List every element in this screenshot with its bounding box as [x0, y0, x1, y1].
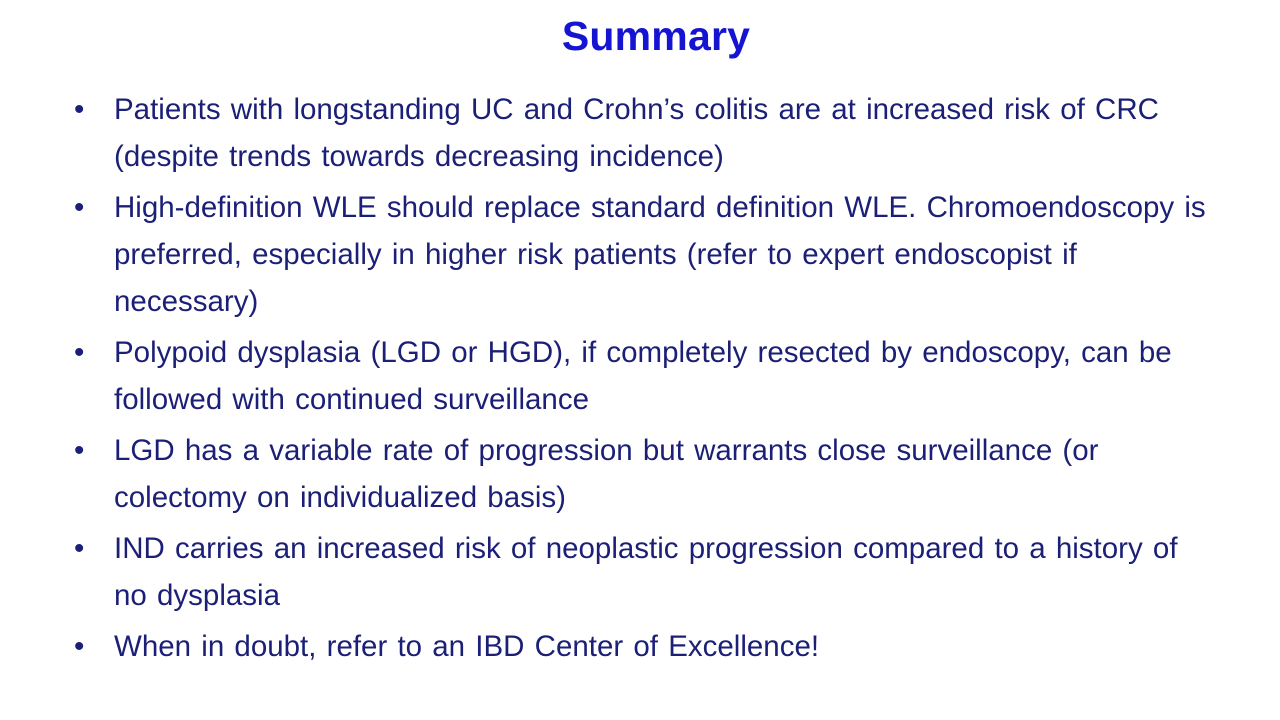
bullet-item: [74, 86, 1214, 180]
bullet-marker: •: [74, 434, 85, 467]
bullet-item: [74, 427, 1214, 521]
bullet-text: When in doubt, refer to an IBD Center of Excellence!: [114, 630, 820, 663]
bullet-item: [74, 329, 1214, 423]
bullet-text: LGD has a variable rate of progression but warrants close surveillance (or colectomy on individualized basis): [114, 434, 1099, 514]
bullet-text: IND carries an increased risk of neoplastic progression compared to a history of no dysplasia: [114, 532, 1178, 612]
bullet-marker: •: [74, 630, 85, 663]
bullet-item: [74, 184, 1214, 325]
bullet-list: [74, 86, 1214, 674]
bullet-text: Polypoid dysplasia (LGD or HGD), if completely resected by endoscopy, can be followed with continued surveillance: [114, 336, 1172, 416]
slide-title: Summary: [561, 13, 751, 59]
bullet-marker: •: [74, 336, 85, 369]
bullet-text: Patients with longstanding UC and Crohn’s colitis are at increased risk of CRC (despite trends towards decreasing incidence): [114, 93, 1159, 173]
bullet-text: High-definition WLE should replace standard definition WLE. Chromoendoscopy is preferred, especially in higher risk patients (refer to expert endoscopist if necessary): [114, 191, 1206, 318]
bullet-item: [74, 623, 1214, 670]
bullet-marker: •: [74, 93, 85, 126]
bullet-marker: •: [74, 191, 85, 224]
bullet-item: [74, 525, 1214, 619]
bullet-marker: •: [74, 532, 85, 565]
